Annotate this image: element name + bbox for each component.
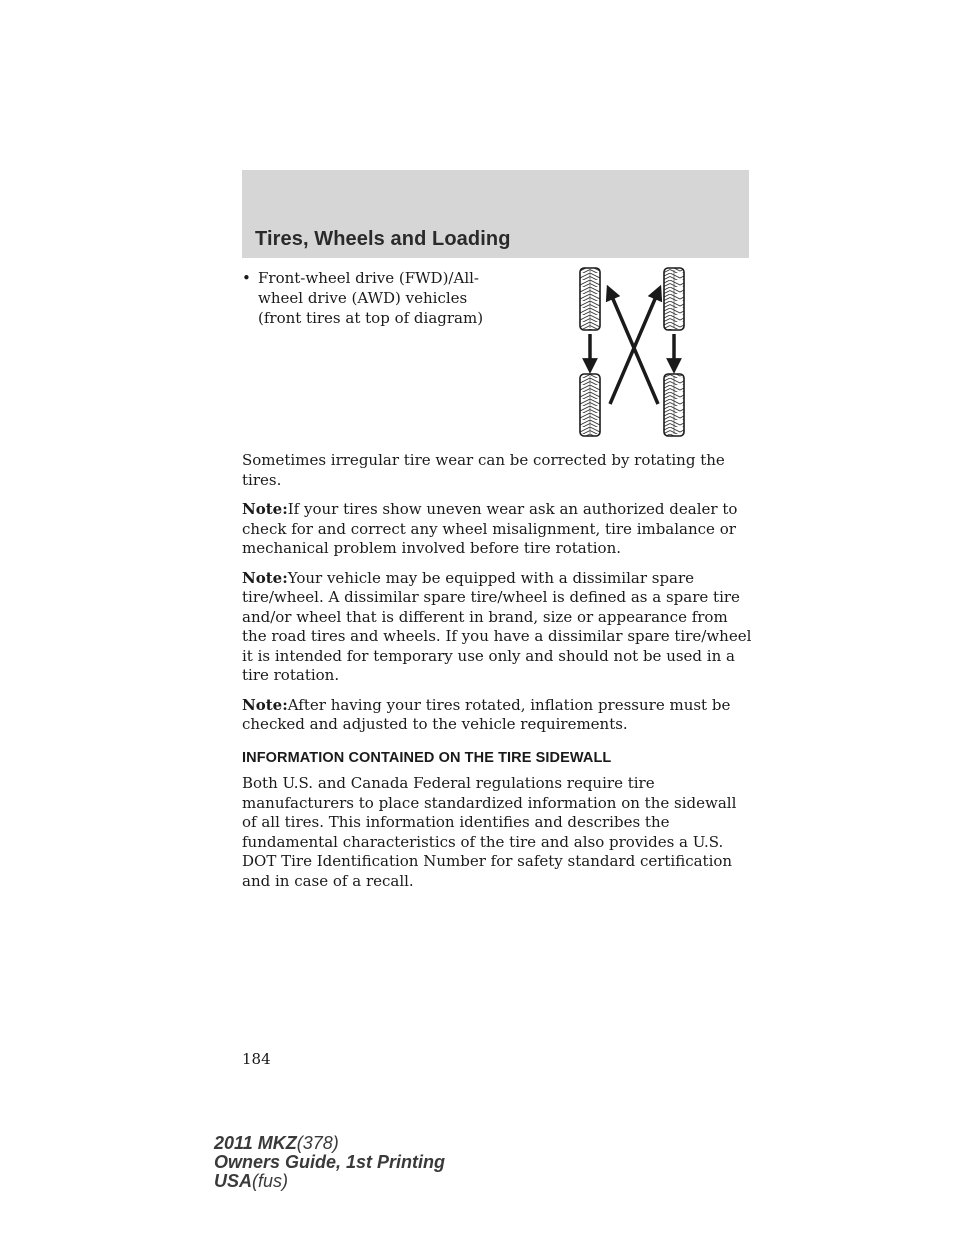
note-paragraph (242, 569, 752, 686)
bullet-text: Front-wheel drive (FWD)/All-wheel drive (AWD) vehicles (front tires at top of diagram) (258, 269, 484, 327)
tire-tread-icon (580, 268, 600, 330)
footer-model-code: (378) (296, 1133, 339, 1153)
note-paragraph (242, 696, 752, 735)
intro-paragraph: Sometimes irregular tire wear can be corrected by rotating the tires. (242, 451, 725, 489)
sidewall-heading: INFORMATION CONTAINED ON THE TIRE SIDEWALL (242, 749, 612, 766)
bullet-glyph: • (242, 269, 251, 287)
footer-region-line (214, 1172, 445, 1191)
note-label: Note: (242, 568, 288, 587)
note-text: If your tires show uneven wear ask an authorized dealer to check for and correct any wheel misalignment, tire imbalance or mechanical problem involved before tire rotation. (242, 500, 738, 557)
note-text: Your vehicle may be equipped with a dissimilar spare tire/wheel. A dissimilar spare tire/wheel is defined as a spare tire and/or wheel that is different in brand, size or appearance from the road tires and wheels. If you have a dissimilar spare tire/wheel it is intended for temporary use only and should not be used in a tire rotation. (242, 568, 752, 684)
note-label: Note: (242, 695, 288, 714)
footer-region: USA (214, 1171, 253, 1191)
body-text (242, 451, 752, 901)
bullet-item (242, 268, 512, 328)
note-paragraph (242, 500, 752, 559)
footer-region-code: (fus) (252, 1171, 289, 1191)
print-footer (214, 1134, 445, 1191)
section-title: Tires, Wheels and Loading (255, 228, 511, 250)
tire-tread-icon (664, 374, 684, 436)
footer-guide: Owners Guide, 1st Printing (214, 1152, 446, 1172)
footer-model-line (214, 1134, 445, 1153)
page-number: 184 (242, 1050, 271, 1068)
tire-tread-icon (580, 374, 600, 436)
sidewall-paragraph: Both U.S. and Canada Federal regulations require tire manufacturers to place standardized information on the sidewall of all tires. This information identifies and describes the fundamental characteristics of the tire and also provides a U.S. DOT Tire Identification Number for safety standard certification and in case of a recall. (242, 774, 737, 890)
note-label: Note: (242, 500, 288, 518)
tire-tread-icon (664, 268, 684, 330)
tire-rotation-diagram (570, 266, 700, 438)
footer-model: 2011 MKZ (214, 1133, 297, 1153)
note-text: After having your tires rotated, inflation pressure must be checked and adjusted to the vehicle requirements. (242, 695, 731, 733)
section-header-band (242, 170, 749, 258)
